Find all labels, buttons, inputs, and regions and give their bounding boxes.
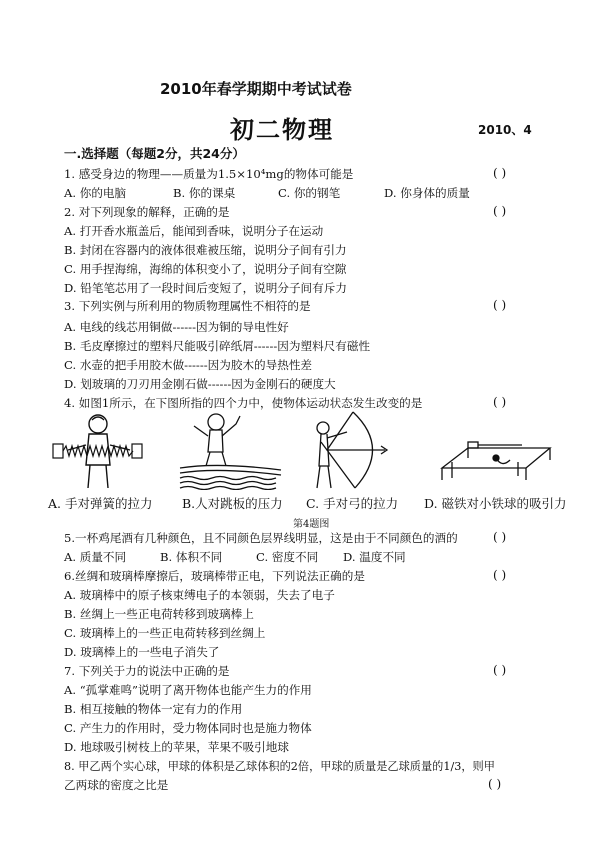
q3-option-b[interactable]: B. 毛皮摩擦过的塑料尺能吸引碎纸屑------因为塑料尺有磁性 bbox=[64, 339, 371, 353]
exam-title: 2010年春学期期中考试试卷 bbox=[160, 80, 352, 98]
q1-option-b[interactable]: B. 你的课桌 bbox=[173, 186, 236, 200]
subject-title: 初二物理 bbox=[230, 116, 334, 144]
figure-diving-board bbox=[178, 410, 283, 490]
q7-option-b[interactable]: B. 相互接触的物体一定有力的作用 bbox=[64, 702, 243, 716]
q4-option-c[interactable]: C. 手对弓的拉力 bbox=[306, 496, 399, 511]
q6-option-c[interactable]: C. 玻璃棒上的一些正电荷转移到丝绸上 bbox=[64, 626, 266, 640]
q2-option-c[interactable]: C. 用手捏海绵，海绵的体积变小了，说明分子间有空隙 bbox=[64, 262, 347, 276]
q5-answer-blank[interactable]: ( ) bbox=[493, 530, 507, 544]
q3-option-a[interactable]: A. 电线的线芯用铜做------因为铜的导电性好 bbox=[64, 320, 289, 334]
q4-option-a[interactable]: A. 手对弹簧的拉力 bbox=[48, 496, 153, 511]
q4-answer-blank[interactable]: ( ) bbox=[493, 395, 507, 409]
q5-option-b[interactable]: B. 体积不同 bbox=[160, 550, 223, 564]
q3-stem: 3. 下列实例与所利用的物质物理属性不相符的是 bbox=[64, 299, 311, 313]
q3-option-c[interactable]: C. 水壶的把手用胶木做------因为胶木的导热性差 bbox=[64, 358, 313, 372]
q4-stem: 4. 如图1所示，在下图所指的四个力中，使物体运动状态发生改变的是 bbox=[64, 396, 423, 410]
q5-option-c[interactable]: C. 密度不同 bbox=[256, 550, 319, 564]
q3-answer-blank[interactable]: ( ) bbox=[493, 298, 507, 312]
q2-option-a[interactable]: A. 打开香水瓶盖后，能闻到香味，说明分子在运动 bbox=[64, 224, 324, 238]
q8-stem-line1: 8. 甲乙两个实心球，甲球的体积是乙球体积的2倍，甲球的质量是乙球质量的1/3，则甲 bbox=[64, 760, 495, 773]
q5-option-a[interactable]: A. 质量不同 bbox=[64, 550, 127, 564]
q7-option-c[interactable]: C. 产生力的作用时，受力物体同时也是施力物体 bbox=[64, 721, 312, 735]
exam-date: 2010、4 bbox=[478, 123, 532, 137]
q2-option-b[interactable]: B. 封闭在容器内的液体很难被压缩，说明分子间有引力 bbox=[64, 243, 347, 257]
q1-option-c[interactable]: C. 你的钢笔 bbox=[278, 186, 341, 200]
figure-magnet-ball bbox=[438, 428, 553, 484]
q8-answer-blank[interactable]: ( ) bbox=[488, 777, 502, 791]
q5-option-d[interactable]: D. 温度不同 bbox=[343, 550, 406, 564]
q1-option-a[interactable]: A. 你的电脑 bbox=[64, 186, 127, 200]
q1-stem: 1. 感受身边的物理——质量为1.5×10⁴mg的物体可能是 bbox=[64, 167, 354, 181]
q3-option-d[interactable]: D. 划玻璃的刀刃用金刚石做------因为金刚石的硬度大 bbox=[64, 377, 336, 391]
q6-option-b[interactable]: B. 丝绸上一些正电荷转移到玻璃棒上 bbox=[64, 607, 254, 621]
figure-spring-stretch bbox=[48, 410, 158, 490]
q7-option-a[interactable]: A. “孤掌难鸣”说明了离开物体也能产生力的作用 bbox=[64, 683, 312, 697]
q5-stem: 5.一杯鸡尾酒有几种颜色，且不同颜色层界线明显，这是由于不同颜色的酒的 bbox=[64, 531, 458, 545]
q7-stem: 7. 下列关于力的说法中正确的是 bbox=[64, 664, 230, 678]
q7-option-d[interactable]: D. 地球吸引树枝上的苹果，苹果不吸引地球 bbox=[64, 740, 289, 754]
q7-answer-blank[interactable]: ( ) bbox=[493, 663, 507, 677]
q8-stem-line2: 乙两球的密度之比是 bbox=[64, 778, 169, 792]
q6-stem: 6.丝绸和玻璃棒摩擦后，玻璃棒带正电，下列说法正确的是 bbox=[64, 569, 365, 583]
q6-option-a[interactable]: A. 玻璃棒中的原子核束缚电子的本领弱，失去了电子 bbox=[64, 588, 335, 602]
q1-answer-blank[interactable]: ( ) bbox=[493, 166, 507, 180]
figure-bow-archer bbox=[313, 408, 393, 492]
q2-answer-blank[interactable]: ( ) bbox=[493, 204, 507, 218]
q2-stem: 2. 对下列现象的解释，正确的是 bbox=[64, 205, 230, 219]
section-title: 一.选择题（每题2分，共24分） bbox=[64, 146, 245, 161]
q4-option-b[interactable]: B.人对跳板的压力 bbox=[182, 496, 283, 511]
spring-icon bbox=[53, 444, 142, 458]
figure-caption: 第4题图 bbox=[293, 519, 330, 530]
q4-option-d[interactable]: D. 磁铁对小铁球的吸引力 bbox=[424, 496, 567, 511]
q1-option-d[interactable]: D. 你身体的质量 bbox=[384, 186, 470, 200]
q6-answer-blank[interactable]: ( ) bbox=[493, 568, 507, 582]
q2-option-d[interactable]: D. 铅笔笔芯用了一段时间后变短了，说明分子间有斥力 bbox=[64, 281, 347, 295]
q6-option-d[interactable]: D. 玻璃棒上的一些电子消失了 bbox=[64, 645, 220, 659]
